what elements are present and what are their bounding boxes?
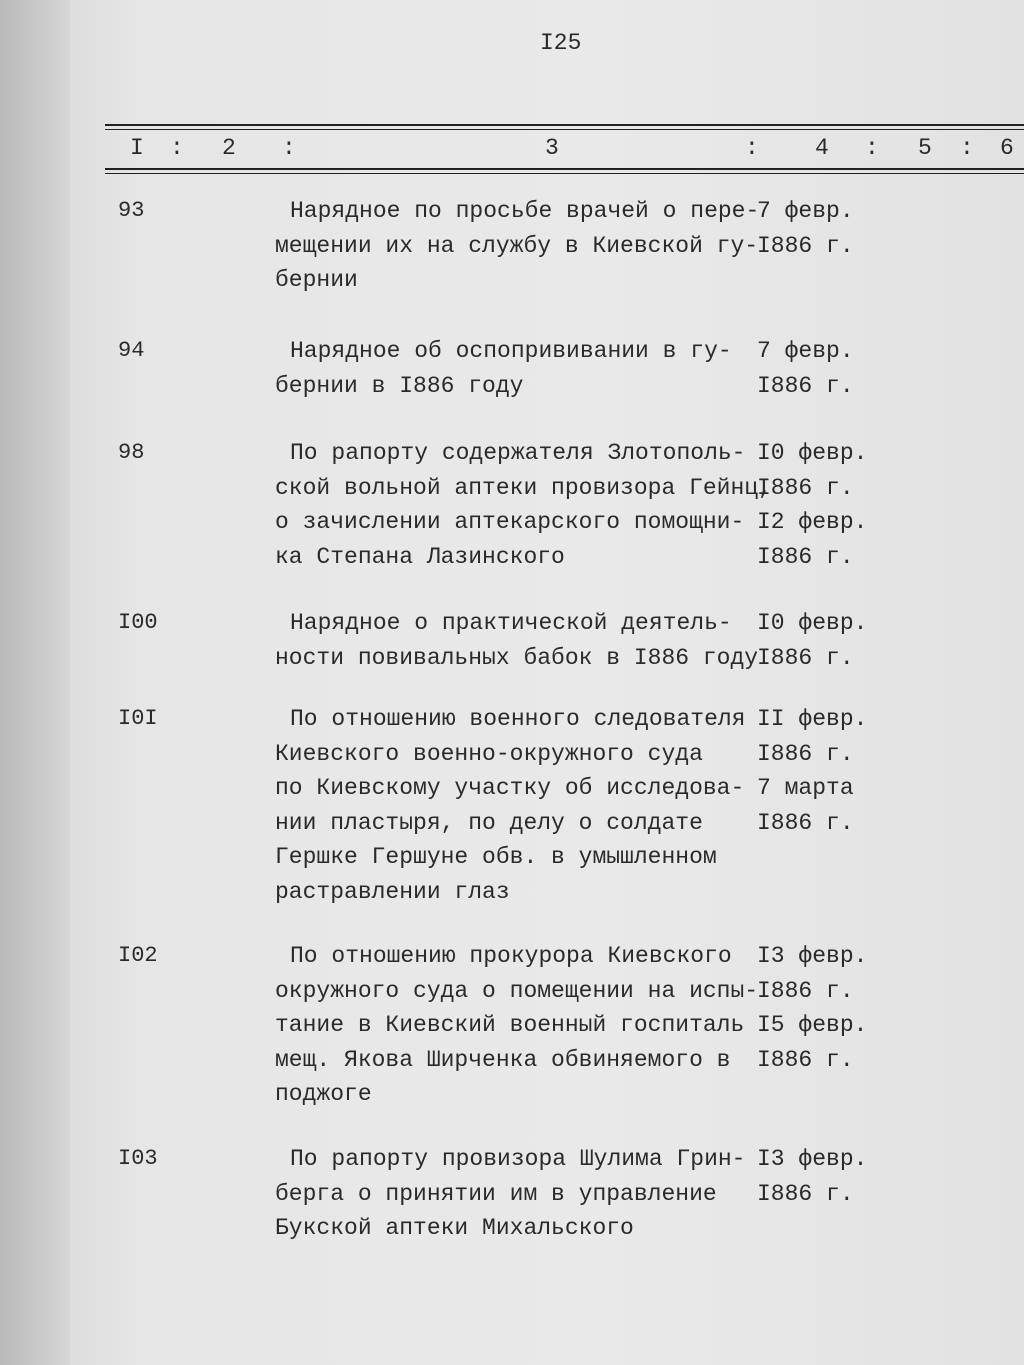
- entry-number: 98: [118, 440, 145, 465]
- entry-number: 93: [118, 198, 145, 223]
- header-sep: :: [960, 135, 974, 161]
- entry-title-text: берга о принятии им в управление: [275, 1180, 717, 1207]
- entry-title-text: Нарядное по просьбе врачей о пере-: [290, 198, 760, 224]
- entry-date: I0 февр.: [757, 440, 868, 466]
- entry-date: I886 г.: [757, 232, 854, 259]
- entry-date: 7 февр.: [757, 198, 854, 224]
- header-col-4: 4: [815, 135, 829, 161]
- entry-date: I5 февр.: [757, 1012, 868, 1038]
- header-sep: :: [282, 135, 296, 161]
- table-header-rule-inner: [105, 173, 1024, 174]
- entry-title-text: бернии в I886 году: [275, 372, 524, 399]
- entry-date: I886 г.: [757, 372, 854, 399]
- table-header-rule: [105, 168, 1024, 170]
- entry-date: II февр.: [757, 706, 868, 732]
- entry-title-text: По рапорту содержателя Злотополь-: [290, 440, 746, 466]
- entry-date: I886 г.: [757, 740, 854, 767]
- entry-title-text: Гершке Гершуне обв. в умышленном: [275, 844, 717, 870]
- table-top-rule-inner: [105, 129, 1024, 130]
- entry-title-text: Киевского военно-окружного суда: [275, 740, 703, 767]
- entry-date: I886 г.: [757, 1046, 854, 1073]
- header-col-3: 3: [545, 135, 559, 161]
- entry-title-text: ка Степана Лазинского: [275, 543, 565, 570]
- entry-date: I886 г.: [757, 1180, 854, 1207]
- entry-number: I03: [118, 1146, 158, 1171]
- entry-title-text: Нарядное об оспопрививании в гу-: [290, 338, 732, 364]
- entry-date: 7 февр.: [757, 338, 854, 364]
- entry-title-text: По рапорту провизора Шулима Грин-: [290, 1146, 746, 1172]
- header-col-6: 6: [1000, 135, 1014, 161]
- header-col-2: 2: [222, 135, 236, 161]
- entry-date: I0 февр.: [757, 610, 868, 636]
- page-fold-shadow: [0, 0, 70, 1365]
- entry-title-text: ской вольной аптеки провизора Гейнц,: [275, 474, 772, 501]
- entry-title-text: Букской аптеки Михальского: [275, 1215, 634, 1241]
- entry-date: 7 марта: [757, 775, 854, 801]
- entry-title-text: окружного суда о помещении на испы-: [275, 977, 759, 1004]
- entry-number: 94: [118, 338, 145, 363]
- entry-date: I3 февр.: [757, 943, 868, 969]
- entry-title-text: По отношению военного следователя: [290, 706, 746, 732]
- page-number: I25: [540, 30, 582, 56]
- entry-date: I886 г.: [757, 977, 854, 1004]
- header-sep: :: [745, 135, 759, 161]
- entry-date: I3 февр.: [757, 1146, 868, 1172]
- entry-title-text: бернии: [275, 267, 358, 293]
- header-sep: :: [170, 135, 184, 161]
- entry-title-text: По отношению прокурора Киевского: [290, 943, 732, 969]
- entry-title-text: по Киевскому участку об исследова-: [275, 775, 745, 801]
- entry-title-text: о зачислении аптекарского помощни-: [275, 509, 745, 535]
- header-sep: :: [865, 135, 879, 161]
- entry-title-text: поджоге: [275, 1081, 372, 1107]
- entry-title-text: Нарядное о практической деятель-: [290, 610, 732, 636]
- entry-date: I886 г.: [757, 543, 854, 570]
- entry-date: I886 г.: [757, 474, 854, 501]
- entry-date: I886 г.: [757, 644, 854, 671]
- entry-title-text: мещении их на службу в Киевской гу-: [275, 232, 759, 259]
- entry-title-text: нии пластыря, по делу о солдате: [275, 809, 703, 836]
- entry-title-text: ности повивальных бабок в I886 году: [275, 644, 759, 671]
- entry-number: I0I: [118, 706, 158, 731]
- header-col-1: I: [130, 135, 144, 161]
- entry-title-text: растравлении глаз: [275, 878, 510, 905]
- header-col-5: 5: [918, 135, 932, 161]
- entry-date: I2 февр.: [757, 509, 868, 535]
- entry-date: I886 г.: [757, 809, 854, 836]
- entry-title-text: мещ. Якова Ширченка обвиняемого в: [275, 1046, 731, 1073]
- entry-number: I00: [118, 610, 158, 635]
- table-top-rule: [105, 124, 1024, 126]
- entry-number: I02: [118, 943, 158, 968]
- entry-title-text: тание в Киевский военный госпиталь: [275, 1012, 745, 1038]
